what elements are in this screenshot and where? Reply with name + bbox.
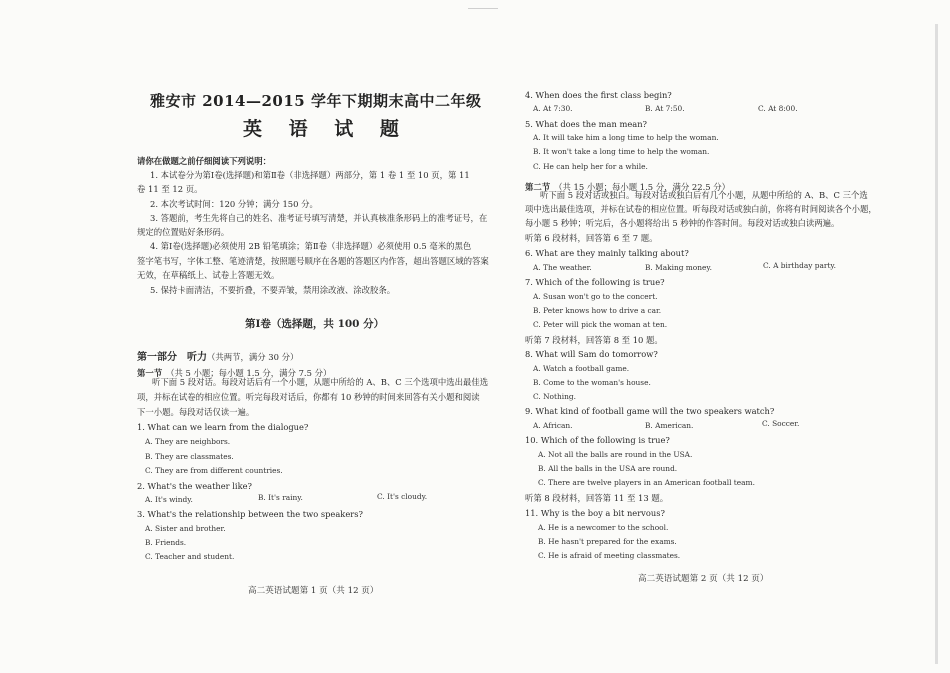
right-page: [480, 0, 950, 673]
instruction-line: 2. 本次考试时间：120 分钟；满分 150 分。: [150, 199, 318, 209]
option-6a: A. The weather.: [533, 263, 592, 272]
question-6: 6. What are they mainly talking about?: [525, 248, 689, 258]
option-5c: C. He can help her for a while.: [533, 162, 648, 171]
material-8-instruction: 听第 8 段材料，回答第 11 至 13 题。: [525, 493, 669, 503]
instruction-line: 3. 答题前，考生先将自己的姓名、准考证号填写清楚，并认真核准条形码上的准考证号，在: [150, 213, 488, 223]
option-4b: B. At 7:50.: [645, 104, 685, 113]
option-4c: C. At 8:00.: [758, 104, 798, 113]
instruction-line: 4. 第Ⅰ卷(选择题)必须使用 2B 铅笔填涂；第Ⅱ卷（非选择题）必须使用 0.5 毫米的黑色: [150, 241, 472, 251]
exam-subtitle: 英 语 试 题: [243, 118, 409, 140]
section1-desc-line: 项，并标在试卷的相应位置。听完每段对话后，你都有 10 秒钟的时间来回答有关小题和阅读: [137, 392, 480, 402]
option-9c: C. Soccer.: [762, 419, 800, 428]
question-9: 9. What kind of football game will the two speakers watch?: [525, 406, 775, 416]
section2-note: （共 15 小题；每小题 1.5 分，满分 22.5 分）: [554, 182, 730, 192]
section2-desc-line: 每小题 5 秒钟；听完后，各小题将给出 5 秒钟的作答时间。每段对话或独白读两遍。: [525, 218, 840, 228]
option-3b: B. Friends.: [145, 538, 187, 547]
scan-mark: [468, 8, 498, 9]
part1-title: 第一部分 听力: [137, 352, 207, 363]
instruction-line: 无效，在草稿纸上、试卷上答题无效。: [137, 270, 280, 280]
option-7b: B. Peter knows how to drive a car.: [533, 306, 662, 315]
option-9a: A. African.: [533, 421, 573, 430]
question-5: 5. What does the man mean?: [525, 119, 647, 129]
option-1c: C. They are from different countries.: [145, 466, 283, 475]
material-7-instruction: 听第 7 段材料，回答第 8 至 10 题。: [525, 335, 663, 345]
instructions-header: 请你在做题之前仔细阅读下列说明：: [137, 156, 271, 166]
scan-edge: [935, 24, 938, 664]
instruction-line: 签字笔书写，字体工整、笔迹清楚，按照题号顺序在各题的答题区内作答，超出答题区域的答案: [137, 256, 489, 266]
option-11b: B. He hasn't prepared for the exams.: [538, 537, 677, 546]
material-6-instruction: 听第 6 段材料，回答第 6 至 7 题。: [525, 233, 658, 243]
question-1: 1. What can we learn from the dialogue?: [137, 422, 309, 432]
instruction-line: 卷 11 至 12 页。: [137, 184, 203, 194]
section1-title: 第一节: [137, 368, 163, 378]
question-10: 10. Which of the following is true?: [525, 435, 670, 445]
instruction-line: 规定的位置贴好条形码。: [137, 227, 230, 237]
section2-title: 第二节: [525, 182, 551, 192]
option-10a: A. Not all the balls are round in the USA.: [538, 450, 693, 459]
option-7a: A. Susan won't go to the concert.: [533, 292, 658, 301]
section2-desc-line: 听下面 5 段对话或独白。每段对话或独白后有几个小题，从题中所给的 A、B、C 三个选: [540, 190, 868, 200]
question-4: 4. When does the first class begin?: [525, 90, 672, 100]
exam-title: 雅安市 2014—2015 学年下期期末高中二年级: [150, 92, 482, 110]
question-8: 8. What will Sam do tomorrow?: [525, 349, 658, 359]
option-5b: B. It won't take a long time to help the woman.: [533, 147, 710, 156]
option-6c: C. A birthday party.: [763, 261, 836, 270]
option-11c: C. He is afraid of meeting classmates.: [538, 551, 681, 560]
option-8b: B. Come to the woman's house.: [533, 378, 651, 387]
instruction-line: 1. 本试卷分为第Ⅰ卷(选择题)和第Ⅱ卷（非选择题）两部分，第 1 卷 1 至 10 页，第 11: [150, 170, 470, 180]
option-10c: C. There are twelve players in an American football team.: [538, 478, 755, 487]
option-7c: C. Peter will pick the woman at ten.: [533, 320, 668, 329]
option-3c: C. Teacher and student.: [145, 552, 235, 561]
option-2a: A. It's windy.: [145, 495, 193, 504]
section1-desc-line: 听下面 5 段对话。每段对话后有一个小题，从题中所给的 A、B、C 三个选项中选出最佳选: [152, 377, 489, 387]
option-5a: A. It will take him a long time to help the woman.: [533, 133, 719, 142]
question-7: 7. Which of the following is true?: [525, 277, 665, 287]
instruction-line: 5. 保持卡面清洁，不要折叠，不要弄皱，禁用涂改液、涂改胶条。: [150, 285, 396, 295]
page-footer-left: 高二英语试题第 1 页（共 12 页）: [248, 586, 379, 596]
option-4a: A. At 7:30.: [533, 104, 573, 113]
page-footer-right: 高二英语试题第 2 页（共 12 页）: [638, 574, 769, 584]
option-10b: B. All the balls in the USA are round.: [538, 464, 678, 473]
option-2b: B. It's rainy.: [258, 493, 303, 502]
option-6b: B. Making money.: [645, 263, 712, 272]
section2-desc-line: 项中选出最佳选项，并标在试卷的相应位置。听每段对话或独白前，你将有时间阅读各个小题，: [525, 204, 877, 214]
section1-note: （共 5 小题；每小题 1.5 分，满分 7.5 分）: [166, 368, 332, 378]
question-2: 2. What's the weather like?: [137, 481, 252, 491]
part1-note: （共两节，满分 30 分）: [207, 352, 299, 362]
volume-title: 第Ⅰ卷（选择题，共 100 分）: [245, 318, 385, 330]
question-11: 11. Why is the boy a bit nervous?: [525, 508, 665, 518]
option-8c: C. Nothing.: [533, 392, 576, 401]
option-9b: B. American.: [645, 421, 694, 430]
option-8a: A. Watch a football game.: [533, 364, 630, 373]
question-3: 3. What's the relationship between the two speakers?: [137, 509, 363, 519]
option-3a: A. Sister and brother.: [145, 524, 226, 533]
option-1a: A. They are neighbors.: [145, 437, 231, 446]
section1-desc-line: 下一小题。每段对话仅读一遍。: [137, 407, 255, 417]
option-2c: C. It's cloudy.: [377, 492, 428, 501]
option-1b: B. They are classmates.: [145, 452, 234, 461]
option-11a: A. He is a newcomer to the school.: [538, 523, 669, 532]
